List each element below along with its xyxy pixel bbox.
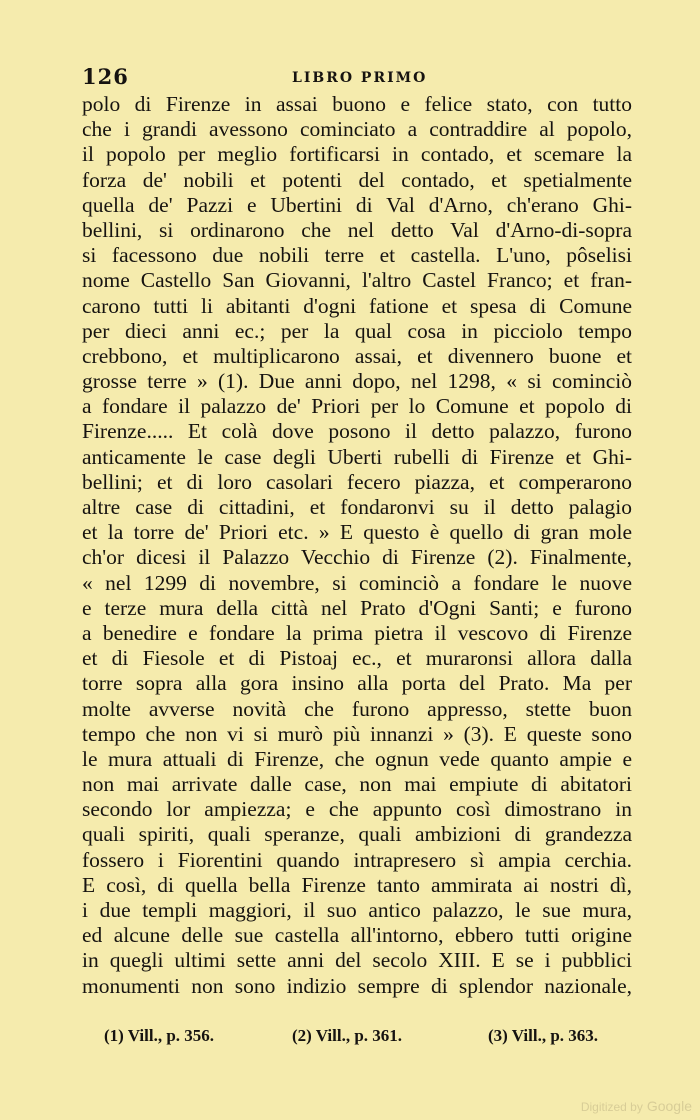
footnotes [104,1026,634,1050]
body-text [82,92,632,999]
text-line: et di Fiesole et di Pistoaj ec., et muraronsi allora dalla [82,646,632,671]
text-line: ch'or dicesi il Palazzo Vecchio di Firenze (2). Finalmente, [82,545,632,570]
text-line: torre sopra alla gora insino alla porta del Prato. Ma per [82,671,632,696]
text-line: il popolo per meglio fortificarsi in contado, et scemare la [82,142,632,167]
text-line: che i grandi avessono cominciato a contraddire al popolo, [82,117,632,142]
running-head [82,64,632,94]
text-line: quali spiriti, quali speranze, quali ambizioni di grandezza [82,822,632,847]
text-line: « nel 1299 di novembre, si cominciò a fondare le nuove [82,570,632,595]
text-line: E così, di quella bella Firenze tanto ammirata ai nostri dì, [82,872,632,897]
text-line: crebbono, et multiplicarono assai, et divennero buone et [82,343,632,368]
text-line: grosse terre » (1). Due anni dopo, nel 1298, « si cominciò [82,369,632,394]
watermark-prefix: Digitized by [580,1100,643,1114]
text-line: si facessono due nobili terre et castella. L'uno, pôselisi [82,243,632,268]
text-line: a fondare il palazzo de' Priori per lo Comune et popolo di [82,394,632,419]
text-line: le mura attuali di Firenze, che ognun vede quanto ampie e [82,746,632,771]
text-line: bellini, si ordinarono che nel detto Val d'Arno-di-sopra [82,217,632,242]
text-line: Firenze..... Et colà dove posono il detto palazzo, furono [82,419,632,444]
text-line: anticamente le case degli Uberti rubelli di Firenze et Ghi- [82,444,632,469]
running-title: LIBRO PRIMO [292,70,428,86]
footnote-1: (1) Vill., p. 356. [104,1026,215,1045]
text-line: in quegli ultimi sette anni del secolo XIII. E se i pubblici [82,948,632,973]
watermark-brand: Google [646,1098,692,1114]
footnote-2: (2) Vill., p. 361. [292,1026,403,1045]
text-line: secondo lor ampiezza; e che appunto così dimostrano in [82,797,632,822]
text-line: non mai arrivate dalle case, non mai empiute di abitatori [82,772,632,797]
text-line: altre case di cittadini, et fondaronvi su il detto palagio [82,495,632,519]
text-line: tempo che non vi si murò più innanzi » (3). E queste sono [82,721,632,746]
text-line: nome Castello San Giovanni, l'altro Castel Franco; et fran- [82,268,632,293]
text-line: polo di Firenze in assai buono e felice stato, con tutto [82,92,632,116]
text-line: monumenti non sono indizio sempre di splendor nazionale, [82,973,632,998]
footnote-3: (3) Vill., p. 363. [488,1026,599,1045]
text-line: et la torre de' Priori etc. » E questo è quello di gran mole [82,520,632,545]
text-line: forza de' nobili et potenti del contado, et spetialmente [82,167,632,192]
text-line: per dieci anni ec.; per la qual cosa in picciolo tempo [82,318,632,343]
text-line: carono tutti li abitanti d'ogni fatione et spesa di Comune [82,293,632,318]
text-line: fossero i Fiorentini quando intrapresero sì ampia cerchia. [82,847,632,872]
text-line: ed alcune delle sue castella all'intorno, ebbero tutti origine [82,923,632,948]
text-line: a benedire e fondare la prima pietra il vescovo di Firenze [82,620,632,645]
text-line: bellini; et di loro casolari fecero piazza, et comperarono [82,469,632,494]
text-line: molte avverse novità che furono appresso, stette buon [82,696,632,721]
text-line: e terze mura della città nel Prato d'Ogni Santi; e furono [82,595,632,620]
page-number: 126 [82,64,129,89]
digitization-watermark [581,1098,692,1114]
text-line: i due templi maggiori, il suo antico palazzo, le sue mura, [82,898,632,922]
text-line: quella de' Pazzi e Ubertini di Val d'Arno, ch'erano Ghi- [82,192,632,217]
